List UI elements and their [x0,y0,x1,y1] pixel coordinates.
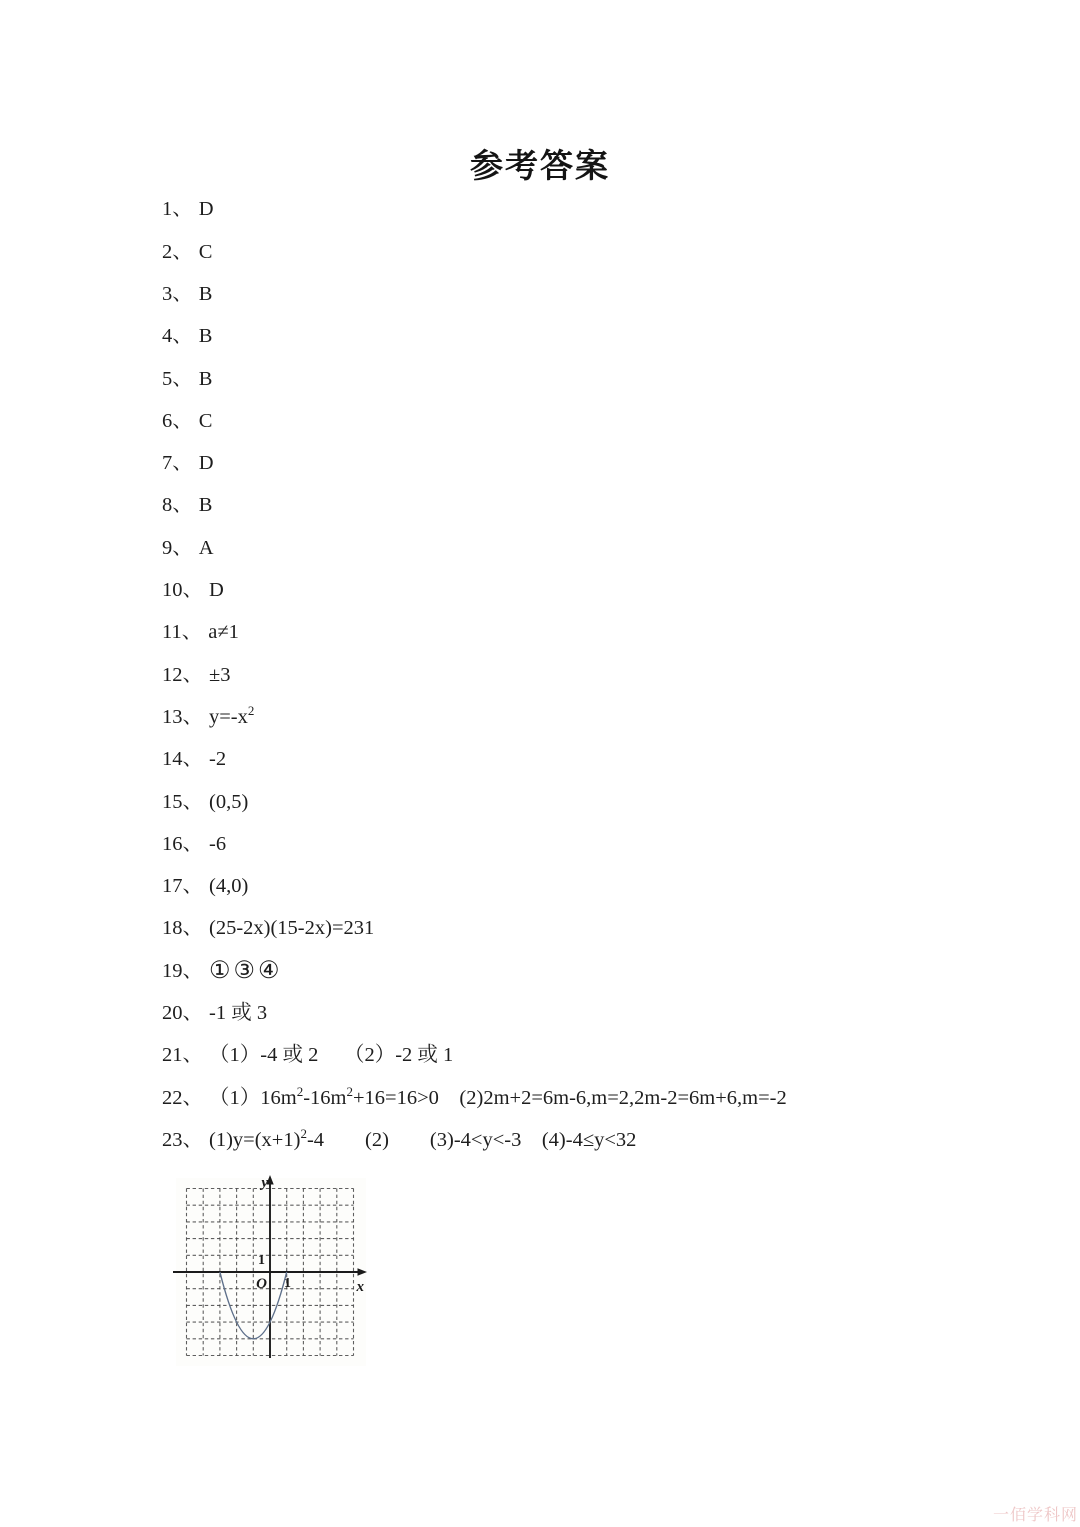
answer-part: -1 或 3 [209,1002,268,1024]
answer-part: C [198,409,213,432]
answer-text [199,494,213,518]
answer-number: 10、 [162,579,203,602]
answer-part: y=-x [209,705,248,728]
answer-text [209,875,248,899]
answer-number: 9、 [162,536,193,559]
answer-row [162,358,982,400]
answer-number: 13、 [162,705,203,728]
answer-part: -6 [209,832,227,855]
answer-text [199,198,214,222]
answer-number: 3、 [162,282,193,305]
answer-number: 16、 [162,832,203,855]
answer-number: 23、 [162,1128,203,1151]
answer-part: B [198,325,213,348]
answer-number: 1、 [162,198,193,221]
answer-part: B [198,367,213,390]
answer-text [209,958,283,986]
answer-row [162,908,982,950]
parabola-graph-figure [168,1174,373,1380]
answer-text [209,1083,787,1111]
answer-row [162,274,982,316]
answer-number: 2、 [162,240,193,263]
answer-text [199,452,214,476]
answer-text [199,537,214,561]
answer-part: -4 (2) (3)-4<y<-3 (4)-4≤y<32 [306,1128,637,1151]
answer-part: D [209,579,224,602]
answer-text [209,1044,453,1068]
answer-row [162,866,982,908]
answer-row [162,739,982,781]
answer-part: B [198,282,213,305]
answer-text [209,579,224,603]
answer-number: 17、 [162,875,203,898]
answer-row [162,570,982,612]
answer-row [162,993,982,1035]
answer-part: (4,0) [209,875,249,898]
answer-number: 8、 [162,494,193,517]
answer-row [162,485,982,527]
answer-number: 7、 [162,452,193,475]
answer-text [199,325,213,349]
superscript: 2 [346,1083,353,1099]
answer-text [199,241,213,265]
answer-text [208,621,239,645]
answer-row [162,443,982,485]
answer-text [209,917,374,941]
answer-number: 18、 [162,917,203,940]
answer-part: B [198,494,213,517]
answer-row [162,823,982,865]
answer-text [209,833,226,857]
answer-part: (1)y=(x+1) [209,1128,301,1151]
x-axis-label: x [356,1279,364,1295]
answer-list [162,189,982,1162]
answer-number: 14、 [162,748,203,771]
answer-part: a≠1 [208,621,239,644]
y-axis-label: y [261,1175,268,1191]
answer-number: 6、 [162,409,193,432]
x-axis-tick-1: 1 [284,1276,291,1291]
answer-row [162,781,982,823]
superscript: 2 [296,1083,304,1099]
answer-text [209,664,231,688]
answer-part: A [198,536,214,559]
answer-text [199,368,213,392]
answer-number: 20、 [162,1002,203,1024]
answer-number: 15、 [162,790,203,813]
answer-row [162,1035,982,1077]
answer-number: 12、 [162,663,203,686]
answer-part: -16m [303,1086,347,1109]
y-axis-tick-1: 1 [258,1253,265,1268]
answer-part: C [198,240,213,263]
answer-number: 4、 [162,325,193,348]
watermark: 一佰学科网 [993,1507,1079,1524]
answer-number: 11、 [162,621,203,644]
answer-text [209,748,226,772]
origin-label: O [256,1276,267,1292]
answer-text [199,283,213,307]
answer-part: D [198,452,214,475]
answer-part: +16=16>0 (2)2m+2=6m-6,m=2,2m-2=6m+6,m=-2 [352,1086,787,1109]
answer-row [162,231,982,273]
answer-text [209,791,248,815]
answer-row [162,950,982,992]
answer-part: (0,5) [209,790,249,813]
answer-number: 19、 [162,959,203,982]
answer-number: 21、 [162,1044,203,1067]
answer-part: D [198,198,214,221]
answer-part: (25-2x)(15-2x)=231 [209,917,375,940]
answer-text [209,703,255,730]
answer-row [162,527,982,569]
answer-part: -2 [209,748,227,771]
answer-text [199,410,213,434]
superscript: 2 [300,1126,307,1142]
superscript: 2 [247,703,255,719]
answer-row [162,1120,982,1162]
answer-part: （1）-4 或 2 （2）-2 或 1 [209,1044,454,1067]
answer-text [209,1126,637,1153]
answer-row [162,1077,982,1119]
circled-numbers: ①③④ [209,957,283,984]
answer-row [162,697,982,739]
answer-text [209,1002,267,1026]
answer-part: ±3 [209,663,231,686]
page-title: 参考答案 [470,147,610,184]
answer-number: 5、 [162,367,193,390]
answer-number: 22、 [162,1086,203,1109]
answer-row [162,612,982,654]
answer-row [162,189,982,231]
answer-row [162,316,982,358]
answer-row [162,654,982,696]
answer-part: （1）16m [209,1086,297,1109]
answer-row [162,400,982,442]
